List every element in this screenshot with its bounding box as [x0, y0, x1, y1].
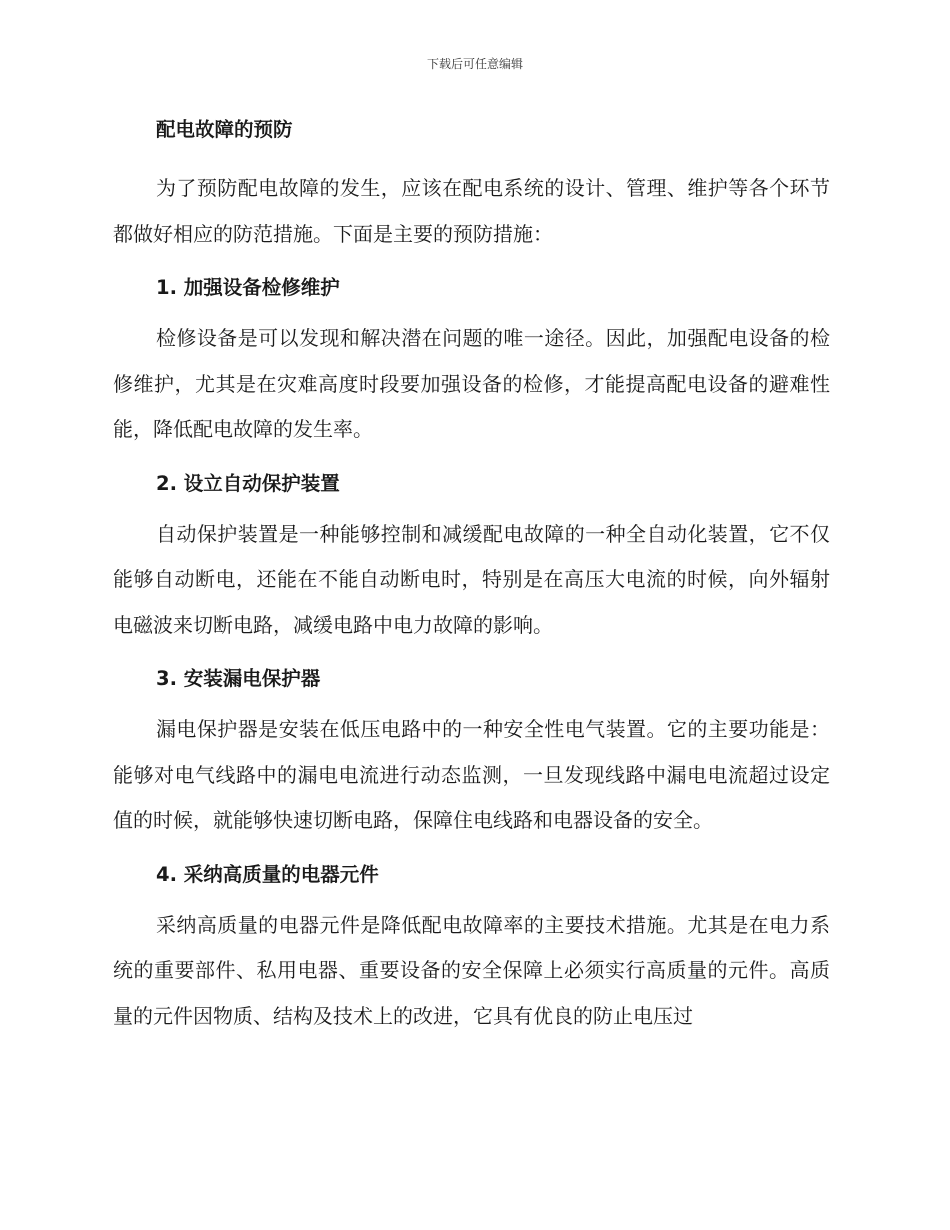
document-body — [113, 112, 830, 1039]
document-title: 配电故障的预防 — [156, 118, 293, 141]
section-body-1: 检修设备是可以发现和解决潜在问题的唯一途径。因此，加强配电设备的检修维护，尤其是在灾难高度时段要加强设备的检修，才能提高配电设备的避难性能，降低配电故障的发生率。 — [113, 326, 830, 441]
section-heading-1: 1. 加强设备检修维护 — [156, 276, 340, 299]
section-heading-4: 4. 采纳高质量的电器元件 — [156, 862, 379, 886]
section-body-2: 自动保护装置是一种能够控制和减缓配电故障的一种全自动化装置，它不仅能够自动断电，还能在不能自动断电时，特别是在高压大电流的时候，向外辐射电磁波来切断电路，减缓电路中电力故障的影响。 — [113, 521, 830, 637]
header-note: 下载后可任意编辑 — [426, 57, 523, 71]
section-body-4: 采纳高质量的电器元件是降低配电故障率的主要技术措施。尤其是在电力系统的重要部件、私用电器、重要设备的安全保障上必须实行高质量的元件。高质量的元件因物质、结构及技术上的改进，它具有优良的防止电压过 — [113, 912, 830, 1028]
intro-paragraph: 为了预防配电故障的发生，应该在配电系统的设计、管理、维护等各个环节都做好相应的防范措施。下面是主要的预防措施： — [113, 176, 830, 246]
section-heading-3: 3. 安装漏电保护器 — [156, 667, 321, 690]
section-heading-2: 2. 设立自动保护装置 — [156, 471, 340, 495]
section-body-3: 漏电保护器是安装在低压电路中的一种安全性电气装置。它的主要功能是：能够对电气线路中的漏电电流进行动态监测，一旦发现线路中漏电电流超过设定值的时候，就能够快速切断电路，保障住电线路和电器设备的安全。 — [113, 717, 830, 832]
